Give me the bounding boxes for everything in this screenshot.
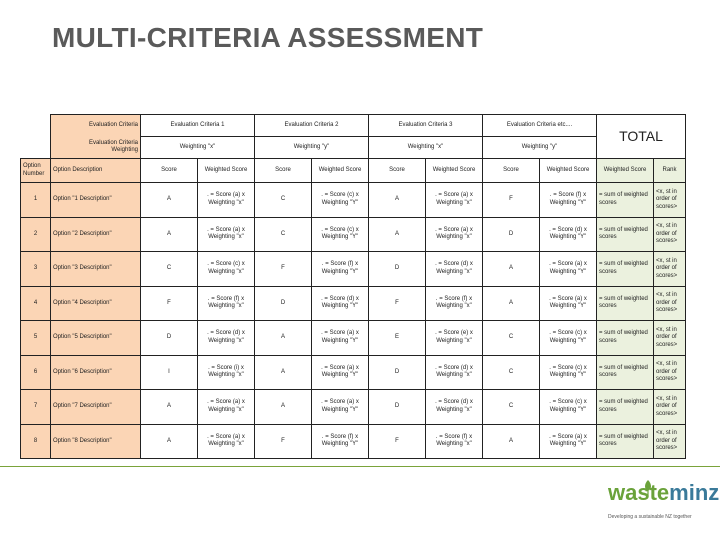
score-cell: A xyxy=(483,252,540,287)
option-number: 5 xyxy=(21,321,51,356)
criteria-name: Evaluation Criteria 1 xyxy=(141,115,255,137)
option-description: Option "1 Description" xyxy=(51,183,141,218)
score-cell: A xyxy=(483,424,540,459)
score-cell: A xyxy=(141,424,198,459)
weighted-score-cell: . = Score (f) x Weighting "Y" xyxy=(540,183,597,218)
col-header-option-description: Option Description xyxy=(51,159,141,183)
score-cell: F xyxy=(255,424,312,459)
weighted-score-cell: . = Score (d) x Weighting "Y" xyxy=(312,286,369,321)
footer-divider xyxy=(0,466,720,467)
table-row xyxy=(21,390,686,425)
table-row xyxy=(21,217,686,252)
weighting-row xyxy=(21,137,686,159)
logo-waste: waste xyxy=(608,480,670,505)
option-description: Option "6 Description" xyxy=(51,355,141,390)
weighted-score-cell: . = Score (d) x Weighting "x" xyxy=(426,252,483,287)
total-weighted-score: = sum of weighted scores xyxy=(597,390,654,425)
score-cell: A xyxy=(141,217,198,252)
slide-title: MULTI-CRITERIA ASSESSMENT xyxy=(52,22,484,53)
weighted-score-cell: . = Score (c) x Weighting "Y" xyxy=(540,390,597,425)
criteria-name: Evaluation Criteria 3 xyxy=(369,115,483,137)
weighted-score-cell: . = Score (a) x Weighting "x" xyxy=(426,217,483,252)
table-row xyxy=(21,321,686,356)
score-cell: F xyxy=(483,183,540,218)
col-header-score: Score xyxy=(255,159,312,183)
table-row xyxy=(21,183,686,218)
table-row xyxy=(21,286,686,321)
option-number: 7 xyxy=(21,390,51,425)
score-cell: A xyxy=(255,355,312,390)
col-header-rank: Rank xyxy=(654,159,686,183)
rank-cell: <x, st in order of scores> xyxy=(654,321,686,356)
weighting-label xyxy=(51,137,141,159)
weighted-score-cell: . = Score (c) x Weighting "Y" xyxy=(540,355,597,390)
score-cell: F xyxy=(141,286,198,321)
rank-cell: <x, st in order of scores> xyxy=(654,424,686,459)
rank-cell: <x, st in order of scores> xyxy=(654,183,686,218)
col-header-score: Score xyxy=(483,159,540,183)
score-cell: A xyxy=(255,390,312,425)
score-cell: C xyxy=(255,183,312,218)
col-header-weighted-score: Weighted Score xyxy=(426,159,483,183)
score-cell: F xyxy=(369,286,426,321)
weighted-score-cell: . = Score (d) x Weighting "x" xyxy=(198,321,255,356)
total-weighted-score: = sum of weighted scores xyxy=(597,424,654,459)
weighting-label-text: Weighting xyxy=(111,147,138,154)
total-header: TOTAL xyxy=(597,115,686,159)
criteria-weighting: Weighting "y" xyxy=(255,137,369,159)
option-number: 4 xyxy=(21,286,51,321)
col-header-weighted-score: Weighted Score xyxy=(198,159,255,183)
weighted-score-cell: . = Score (d) x Weighting "Y" xyxy=(540,217,597,252)
weighted-score-cell: . = Score (a) x Weighting "Y" xyxy=(540,286,597,321)
weighted-score-cell: . = Score (c) x Weighting "x" xyxy=(198,252,255,287)
score-cell: A xyxy=(483,286,540,321)
option-description: Option "5 Description" xyxy=(51,321,141,356)
weighted-score-cell: . = Score (a) x Weighting "x" xyxy=(198,183,255,218)
col-header-score: Score xyxy=(141,159,198,183)
option-number: 1 xyxy=(21,183,51,218)
score-cell: I xyxy=(141,355,198,390)
criteria-name-row xyxy=(21,115,686,137)
score-cell: A xyxy=(255,321,312,356)
option-description: Option "2 Description" xyxy=(51,217,141,252)
weighted-score-cell: . = Score (e) x Weighting "x" xyxy=(426,321,483,356)
col-header-weighted-score: Weighted Score xyxy=(312,159,369,183)
col-header-weighted-score-total: Weighted Score xyxy=(597,159,654,183)
weighted-score-cell: . = Score (c) x Weighting "Y" xyxy=(312,183,369,218)
wasteminz-logo xyxy=(604,478,720,528)
total-weighted-score: = sum of weighted scores xyxy=(597,321,654,356)
option-number: 8 xyxy=(21,424,51,459)
header-blank xyxy=(21,137,51,159)
logo-tagline: Developing a sustainable NZ together xyxy=(608,514,692,520)
score-cell: C xyxy=(483,321,540,356)
score-cell: D xyxy=(369,390,426,425)
weighted-score-cell: . = Score (a) x Weighting "Y" xyxy=(540,252,597,287)
option-description: Option "4 Description" xyxy=(51,286,141,321)
option-description: Option "3 Description" xyxy=(51,252,141,287)
col-header-option-number: Option Number xyxy=(21,159,51,183)
weighted-score-cell: . = Score (a) x Weighting "Y" xyxy=(312,321,369,356)
criteria-name: Evaluation Criteria etc.... xyxy=(483,115,597,137)
weighted-score-cell: . = Score (f) x Weighting "x" xyxy=(426,286,483,321)
score-cell: A xyxy=(141,390,198,425)
criteria-weighting: Weighting "x" xyxy=(369,137,483,159)
criteria-label-2: Evaluation Criteria xyxy=(88,139,138,146)
score-cell: D xyxy=(255,286,312,321)
rank-cell: <x, st in order of scores> xyxy=(654,286,686,321)
weighted-score-cell: . = Score (a) x Weighting "x" xyxy=(198,424,255,459)
table-row xyxy=(21,355,686,390)
score-cell: C xyxy=(483,390,540,425)
weighted-score-cell: . = Score (d) x Weighting "x" xyxy=(426,390,483,425)
total-weighted-score: = sum of weighted scores xyxy=(597,252,654,287)
score-cell: F xyxy=(369,424,426,459)
col-header-weighted-score: Weighted Score xyxy=(540,159,597,183)
score-cell: E xyxy=(369,321,426,356)
rank-cell: <x, st in order of scores> xyxy=(654,217,686,252)
logo-minz: minz xyxy=(669,480,720,505)
total-weighted-score: = sum of weighted scores xyxy=(597,286,654,321)
option-number: 3 xyxy=(21,252,51,287)
option-description: Option "8 Description" xyxy=(51,424,141,459)
score-cell: A xyxy=(369,217,426,252)
score-cell: F xyxy=(255,252,312,287)
weighted-score-cell: . = Score (a) x Weighting "x" xyxy=(426,183,483,218)
score-cell: D xyxy=(141,321,198,356)
col-header-score: Score xyxy=(369,159,426,183)
option-number: 6 xyxy=(21,355,51,390)
total-weighted-score: = sum of weighted scores xyxy=(597,183,654,218)
criteria-weighting: Weighting "y" xyxy=(483,137,597,159)
score-cell: C xyxy=(255,217,312,252)
weighted-score-cell: . = Score (a) x Weighting "x" xyxy=(198,390,255,425)
score-cell: D xyxy=(369,252,426,287)
weighted-score-cell: . = Score (a) x Weighting "Y" xyxy=(312,355,369,390)
score-cell: C xyxy=(141,252,198,287)
logo-wordmark xyxy=(608,480,719,506)
header-blank xyxy=(21,115,51,137)
table-row xyxy=(21,424,686,459)
assessment-table xyxy=(20,114,686,459)
total-weighted-score: = sum of weighted scores xyxy=(597,217,654,252)
weighted-score-cell: . = Score (i) x Weighting "x" xyxy=(198,355,255,390)
weighted-score-cell: . = Score (f) x Weighting "Y" xyxy=(312,252,369,287)
weighted-score-cell: . = Score (d) x Weighting "x" xyxy=(426,355,483,390)
option-description: Option "7 Description" xyxy=(51,390,141,425)
weighted-score-cell: . = Score (f) x Weighting "x" xyxy=(198,286,255,321)
weighted-score-cell: . = Score (a) x Weighting "x" xyxy=(198,217,255,252)
score-cell: D xyxy=(483,217,540,252)
score-cell: A xyxy=(141,183,198,218)
score-cell: C xyxy=(483,355,540,390)
rank-cell: <x, st in order of scores> xyxy=(654,355,686,390)
criteria-label: Evaluation Criteria xyxy=(51,115,141,137)
weighted-score-cell: . = Score (a) x Weighting "Y" xyxy=(312,390,369,425)
score-cell: D xyxy=(369,355,426,390)
criteria-name: Evaluation Criteria 2 xyxy=(255,115,369,137)
weighted-score-cell: . = Score (f) x Weighting "x" xyxy=(426,424,483,459)
weighted-score-cell: . = Score (f) x Weighting "Y" xyxy=(312,424,369,459)
option-number: 2 xyxy=(21,217,51,252)
total-weighted-score: = sum of weighted scores xyxy=(597,355,654,390)
rank-cell: <x, st in order of scores> xyxy=(654,390,686,425)
column-header-row xyxy=(21,159,686,183)
weighted-score-cell: . = Score (c) x Weighting "Y" xyxy=(312,217,369,252)
score-cell: A xyxy=(369,183,426,218)
weighted-score-cell: . = Score (c) x Weighting "Y" xyxy=(540,321,597,356)
table-row xyxy=(21,252,686,287)
weighted-score-cell: . = Score (a) x Weighting "Y" xyxy=(540,424,597,459)
criteria-weighting: Weighting "x" xyxy=(141,137,255,159)
rank-cell: <x, st in order of scores> xyxy=(654,252,686,287)
